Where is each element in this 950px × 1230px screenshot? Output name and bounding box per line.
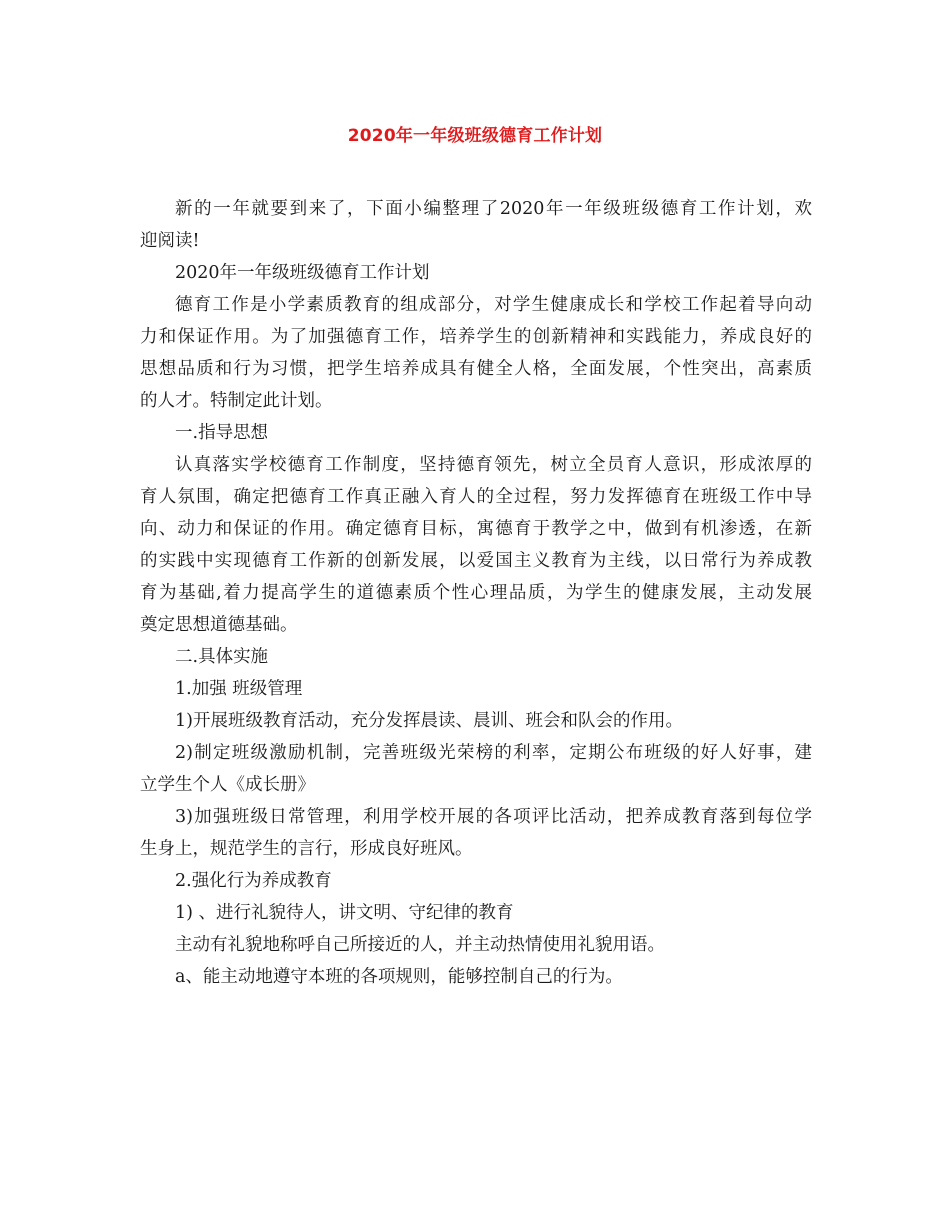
list-item-2-continued: 立学生个人《成长册》 (140, 775, 315, 795)
section-heading-implementation: 二.具体实施 (175, 647, 269, 667)
text-line-9: 认真落实学校德育工作制度，坚持德育领先，树立全员育人意识，形成浓厚的 (175, 455, 812, 475)
text-line-25: a、能主动地遵守本班的各项规则，能够控制自己的行为。 (175, 967, 623, 987)
list-item-3-continued: 生身上，规范学生的言行，形成良好班风。 (140, 839, 473, 859)
subsection-heading-behavior-education: 2.强化行为养成教育 (175, 871, 332, 891)
text-line-7: 的人才。特制定此计划。 (140, 391, 333, 411)
text-line-1: 新的一年就要到来了，下面小编整理了2020年一年级班级德育工作计划，欢 (175, 199, 812, 219)
list-item-manners: 1) 、进行礼貌待人，讲文明、守纪律的教育 (175, 903, 514, 923)
text-line-12: 的实践中实现德育工作新的创新发展，以爱国主义教育为主线，以日常行为养成教 (140, 551, 812, 571)
text-line-2: 迎阅读! (140, 231, 200, 251)
section-heading-guiding-thought: 一.指导思想 (175, 423, 269, 443)
text-line-14: 奠定思想道德基础。 (140, 615, 298, 635)
text-line-10: 育人氛围，确定把德育工作真正融入育人的全过程，努力发挥德育在班级工作中导 (140, 487, 812, 507)
document-body (140, 193, 812, 993)
text-line-24: 主动有礼貌地称呼自己所接近的人，并主动热情使用礼貌用语。 (175, 935, 665, 955)
text-line-6: 思想品质和行为习惯，把学生培养成具有健全人格，全面发展，个性突出，高素质 (140, 359, 812, 379)
text-line-11: 向、动力和保证的作用。确定德育目标，寓德育于教学之中，做到有机渗透，在新 (140, 519, 812, 539)
text-line-5: 力和保证作用。为了加强德育工作，培养学生的创新精神和实践能力，养成良好的 (140, 327, 812, 347)
text-line-3: 2020年一年级班级德育工作计划 (175, 263, 430, 283)
subsection-heading-class-management: 1.加强 班级管理 (175, 679, 303, 699)
list-item-1: 1)开展班级教育活动，充分发挥晨读、晨训、班会和队会的作用。 (175, 711, 683, 731)
list-item-2: 2)制定班级激励机制，完善班级光荣榜的利率，定期公布班级的好人好事，建 (175, 743, 812, 763)
text-line-13: 育为基础,着力提高学生的道德素质个性心理品质，为学生的健康发展，主动发展 (140, 583, 812, 603)
text-line-4: 德育工作是小学素质教育的组成部分，对学生健康成长和学校工作起着导向动 (175, 295, 812, 315)
document-title: 2020年一年级班级德育工作计划 (347, 126, 603, 146)
list-item-3: 3)加强班级日常管理，利用学校开展的各项评比活动，把养成教育落到每位学 (175, 807, 812, 827)
